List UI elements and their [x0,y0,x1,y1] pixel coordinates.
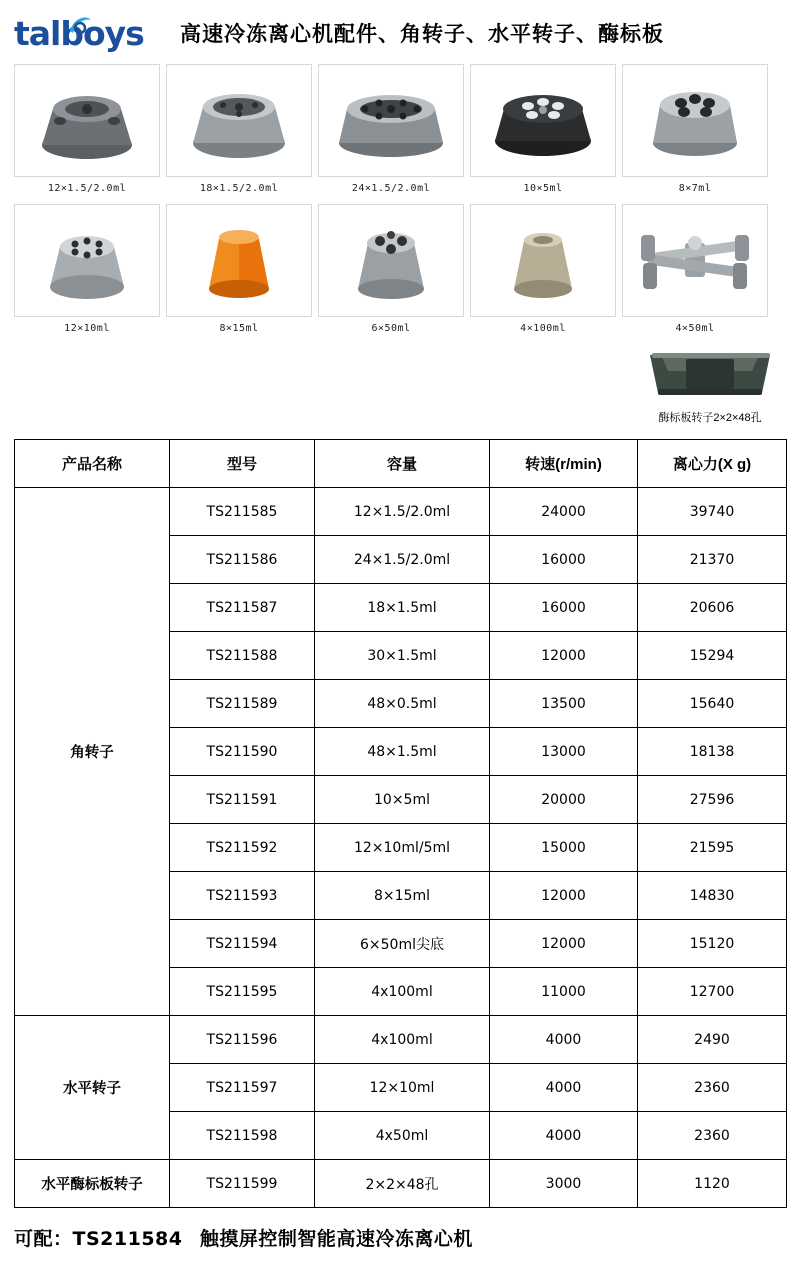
cell-model: TS211591 [170,776,315,824]
cell-capacity: 24×1.5/2.0ml [315,536,490,584]
cell-capacity: 2×2×48孔 [315,1160,490,1208]
cell-capacity: 12×10ml [315,1064,490,1112]
footer-note [14,1224,786,1251]
gallery-caption: 6×50ml [371,323,411,334]
cell-model: TS211585 [170,488,315,536]
microplate-rotor-photo [640,340,780,402]
col-header-model: 型号 [170,440,315,488]
cell-force: 21370 [638,536,787,584]
angle-rotor-12x10-icon [28,213,146,309]
col-header-force: 离心力(X g) [638,440,787,488]
cell-capacity: 4x100ml [315,968,490,1016]
gallery-caption: 18×1.5/2.0ml [199,183,279,194]
cell-speed: 15000 [490,824,638,872]
rotor-photo [622,204,768,317]
angle-rotor-8x15-icon [181,213,297,309]
cell-model: TS211597 [170,1064,315,1112]
cell-capacity: 8×15ml [315,872,490,920]
page-title: 高速冷冻离心机配件、角转子、水平转子、酶标板 [180,23,664,46]
logo-text: talboys [14,13,144,53]
rotor-photo [470,64,616,177]
cell-force: 27596 [638,776,787,824]
cell-force: 12700 [638,968,787,1016]
cell-model: TS211599 [170,1160,315,1208]
gallery-item [318,204,464,338]
cell-speed: 16000 [490,536,638,584]
gallery-item [166,64,312,198]
cell-model: TS211588 [170,632,315,680]
cell-force: 1120 [638,1160,787,1208]
angle-rotor-6x50-icon [332,213,450,309]
footer-model: TS211584 [72,1228,183,1250]
angle-rotor-4x100-icon [484,213,602,309]
cell-model: TS211587 [170,584,315,632]
col-header-speed: 转速(r/min) [490,440,638,488]
gallery-caption: 酶标板转子2×2×48孔 [658,412,762,424]
gallery-caption: 12×10ml [64,323,110,334]
gallery-item [14,64,160,198]
cell-capacity: 4x50ml [315,1112,490,1160]
cell-capacity: 6×50ml尖底 [315,920,490,968]
cell-speed: 12000 [490,920,638,968]
table-row [15,488,787,536]
table-header-row [15,440,787,488]
cell-speed: 13000 [490,728,638,776]
cell-speed: 12000 [490,872,638,920]
group-label: 角转子 [15,488,170,1016]
gallery-item [622,64,768,198]
rotor-photo [166,64,312,177]
cell-force: 21595 [638,824,787,872]
gallery-caption: 12×1.5/2.0ml [47,183,127,194]
gallery-item [166,204,312,338]
cell-force: 39740 [638,488,787,536]
cell-capacity: 12×1.5/2.0ml [315,488,490,536]
group-label: 水平转子 [15,1016,170,1160]
gallery-item [622,204,768,338]
cell-speed: 4000 [490,1112,638,1160]
cell-force: 15120 [638,920,787,968]
cell-speed: 24000 [490,488,638,536]
gallery-item [634,340,786,425]
cell-model: TS211593 [170,872,315,920]
microplate-gallery [14,340,786,425]
gallery-item [318,64,464,198]
cell-model: TS211596 [170,1016,315,1064]
gallery-item [470,204,616,338]
cell-speed: 4000 [490,1064,638,1112]
rotor-photo [470,204,616,317]
cell-capacity: 48×1.5ml [315,728,490,776]
logo-swoosh-icon [67,13,93,39]
cell-model: TS211594 [170,920,315,968]
cell-capacity: 10×5ml [315,776,490,824]
cell-force: 20606 [638,584,787,632]
footer-prefix: 可配： [14,1229,73,1250]
gallery-caption: 4×50ml [675,323,715,334]
cell-model: TS211590 [170,728,315,776]
microplate-rotor-icon [642,341,778,401]
table-row [15,1016,787,1064]
cell-force: 2360 [638,1112,787,1160]
product-gallery [14,64,786,338]
gallery-caption: 8×7ml [678,183,712,194]
angle-rotor-24x15-icon [327,73,455,169]
cell-force: 15640 [638,680,787,728]
cell-model: TS211586 [170,536,315,584]
cell-capacity: 30×1.5ml [315,632,490,680]
talboys-logo [14,13,154,53]
cell-speed: 3000 [490,1160,638,1208]
rotor-photo [14,64,160,177]
rotor-photo [318,204,464,317]
rotor-photo [318,64,464,177]
cell-force: 15294 [638,632,787,680]
gallery-caption: 8×15ml [219,323,259,334]
page-header [14,0,786,60]
rotor-photo [622,64,768,177]
cell-model: TS211598 [170,1112,315,1160]
cell-force: 2490 [638,1016,787,1064]
cell-model: TS211595 [170,968,315,1016]
swing-rotor-4x50-icon [629,213,761,309]
cell-speed: 16000 [490,584,638,632]
angle-rotor-18x15-icon [179,73,299,169]
gallery-item [14,204,160,338]
gallery-caption: 24×1.5/2.0ml [351,183,431,194]
group-label: 水平酶标板转子 [15,1160,170,1208]
cell-speed: 12000 [490,632,638,680]
angle-rotor-12x15-icon [27,73,147,169]
gallery-caption: 10×5ml [523,183,563,194]
gallery-caption: 4×100ml [520,323,566,334]
cell-speed: 4000 [490,1016,638,1064]
cell-model: TS211592 [170,824,315,872]
cell-speed: 11000 [490,968,638,1016]
cell-force: 2360 [638,1064,787,1112]
cell-speed: 13500 [490,680,638,728]
table-row [15,1160,787,1208]
cell-capacity: 4x100ml [315,1016,490,1064]
cell-capacity: 12×10ml/5ml [315,824,490,872]
cell-capacity: 18×1.5ml [315,584,490,632]
angle-rotor-10x5-icon [482,73,604,169]
rotor-photo [166,204,312,317]
spec-table [14,439,787,1208]
col-header-capacity: 容量 [315,440,490,488]
cell-force: 14830 [638,872,787,920]
cell-model: TS211589 [170,680,315,728]
col-header-product: 产品名称 [15,440,170,488]
footer-suffix: 触摸屏控制智能高速冷冻离心机 [199,1229,473,1250]
angle-rotor-8x7-icon [636,73,754,169]
cell-force: 18138 [638,728,787,776]
cell-speed: 20000 [490,776,638,824]
gallery-item [470,64,616,198]
rotor-photo [14,204,160,317]
cell-capacity: 48×0.5ml [315,680,490,728]
